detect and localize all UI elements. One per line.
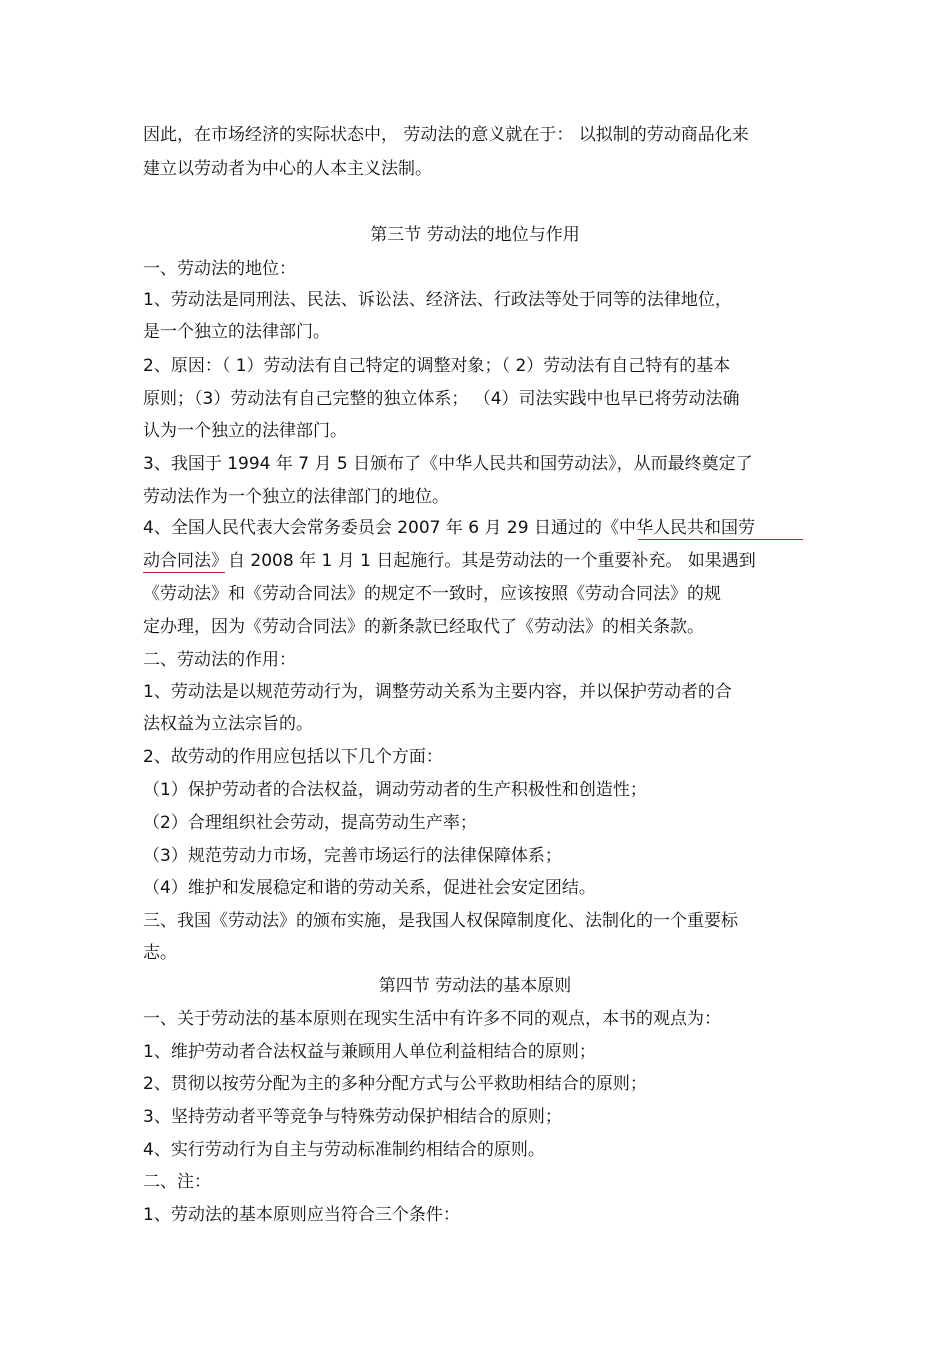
paragraph-line: 2、故劳动的作用应包括以下几个方面：: [143, 747, 443, 767]
paragraph-line: （2）合理组织社会劳动，提高劳动生产率；: [143, 813, 477, 833]
section-heading: 第四节 劳动法的基本原则: [378, 976, 572, 996]
paragraph-line: 1、劳动法是以规范劳动行为，调整劳动关系为主要内容，并以保护劳动者的合: [143, 682, 732, 702]
paragraph-line: 二、劳动法的作用：: [143, 650, 296, 670]
paragraph-line: 认为一个独立的法律部门。: [143, 421, 347, 441]
red-underline-mark: [638, 539, 803, 540]
paragraph-line: 原则；（3）劳动法有自己完整的独立体系； （4）司法实践中也早已将劳动法确: [143, 389, 740, 409]
paragraph-line: 劳动法作为一个独立的法律部门的地位。: [143, 487, 449, 507]
red-underline-mark: [143, 572, 225, 573]
paragraph-line: 2、原因：（ 1）劳动法有自己特定的调整对象；（ 2）劳动法有自己特有的基本: [143, 356, 731, 376]
paragraph-line: 1、劳动法的基本原则应当符合三个条件：: [143, 1205, 460, 1225]
paragraph-line: 3、我国于 1994 年 7 月 5 日颁布了《中华人民共和国劳动法》，从而最终奠定了: [143, 454, 753, 474]
paragraph-line: 是一个独立的法律部门。: [143, 322, 330, 342]
paragraph-line: 因此，在市场经济的实际状态中， 劳动法的意义就在于： 以拟制的劳动商品化来: [143, 125, 749, 145]
paragraph-line: 1、维护劳动者合法权益与兼顾用人单位利益相结合的原则；: [143, 1042, 596, 1062]
paragraph-line: 二、注：: [143, 1172, 211, 1192]
section-heading: 第三节 劳动法的地位与作用: [370, 225, 580, 245]
paragraph-line: （3）规范劳动力市场，完善市场运行的法律保障体系；: [143, 846, 562, 866]
paragraph-line: 2、贯彻以按劳分配为主的多种分配方式与公平救助相结合的原则；: [143, 1074, 647, 1094]
paragraph-line: 志。: [143, 943, 177, 963]
paragraph-line: 三、我国《劳动法》的颁布实施，是我国人权保障制度化、法制化的一个重要标: [143, 911, 738, 931]
paragraph-line: 动合同法》自 2008 年 1 月 1 日起施行。其是劳动法的一个重要补充。 如果遇到: [143, 551, 756, 571]
paragraph-line: 3、坚持劳动者平等竞争与特殊劳动保护相结合的原则；: [143, 1107, 562, 1127]
paragraph-line: 1、劳动法是同刑法、民法、诉讼法、经济法、行政法等处于同等的法律地位，: [143, 290, 732, 310]
paragraph-line: 《劳动法》和《劳动合同法》的规定不一致时，应该按照《劳动合同法》的规: [143, 584, 721, 604]
paragraph-line: 4、实行劳动行为自主与劳动标准制约相结合的原则。: [143, 1140, 545, 1160]
paragraph-line: 4、全国人民代表大会常务委员会 2007 年 6 月 29 日通过的《中华人民共和国劳: [143, 518, 755, 538]
paragraph-line: 一、关于劳动法的基本原则在现实生活中有许多不同的观点，本书的观点为：: [143, 1009, 721, 1029]
paragraph-line: 建立以劳动者为中心的人本主义法制。: [143, 159, 432, 179]
paragraph-line: 一、劳动法的地位：: [143, 259, 296, 279]
paragraph-line: 定办理，因为《劳动合同法》的新条款已经取代了《劳动法》的相关条款。: [143, 617, 704, 637]
paragraph-line: （1）保护劳动者的合法权益，调动劳动者的生产积极性和创造性；: [143, 780, 647, 800]
paragraph-line: 法权益为立法宗旨的。: [143, 714, 313, 734]
paragraph-line: （4）维护和发展稳定和谐的劳动关系，促进社会安定团结。: [143, 878, 596, 898]
